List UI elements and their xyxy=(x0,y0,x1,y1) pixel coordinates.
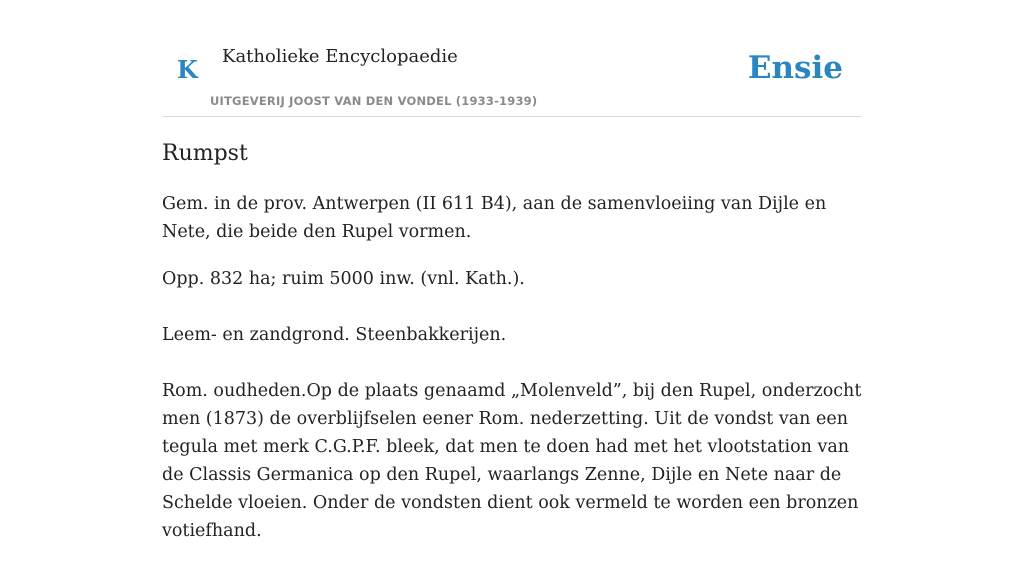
article-paragraph: Leem- en zandgrond. Steenbakkerijen. xyxy=(162,325,507,345)
article-paragraph: Gem. in de prov. Antwerpen (II 611 B4), aan de samenvloeiing van Dijle en Nete, die beide den Rupel vormen. xyxy=(162,194,827,242)
site-header xyxy=(162,0,862,117)
site-title-link[interactable]: Katholieke Encyclopaedie xyxy=(222,46,458,67)
article-paragraph: Opp. 832 ha; ruim 5000 inw. (vnl. Kath.). xyxy=(162,269,525,289)
ensie-brand-link[interactable]: Ensie xyxy=(747,50,843,86)
article-paragraph: Rom. oudheden.Op de plaats genaamd „Molenveld”, bij den Rupel, onderzocht men (1873) de overblijfselen eener Rom. nederzetting. Uit de vondst van een tegula met merk C.G.P.F. bleek, dat men te doen had met het vlootstation van de Classis Germanica op den Rupel, waarlangs Zenne, Dijle en Nete naar de Schelde vloeien. Onder de vondsten dient ook vermeld te worden een bronzen votiefhand. xyxy=(162,381,862,541)
article-title: Rumpst xyxy=(162,141,248,166)
article xyxy=(162,138,862,564)
encyclopedia-logo-link[interactable]: K xyxy=(177,55,198,84)
publisher-label: UITGEVERIJ JOOST VAN DEN VONDEL (1933-1939) xyxy=(210,94,538,108)
